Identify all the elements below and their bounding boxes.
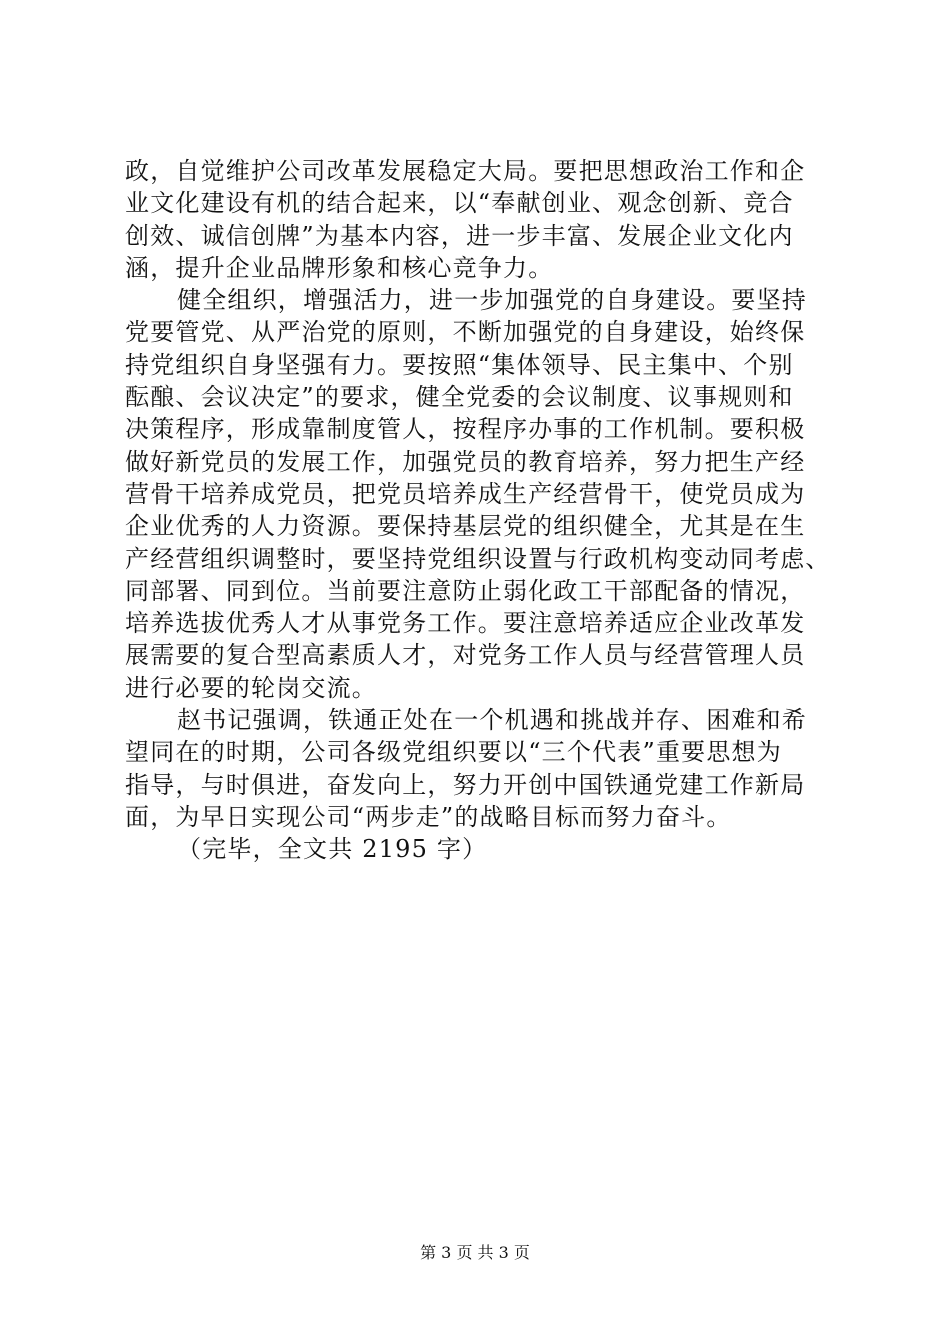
closing-note: （完毕，全文共 2195 字） xyxy=(177,835,488,864)
text-line: 指导，与时俱进，奋发向上，努力开创中国铁通党建工作新局 xyxy=(125,770,806,799)
text-line: 业文化建设有机的结合起来，以“奉献创业、观念创新、竞合 xyxy=(125,189,794,218)
text-line: 决策程序，形成靠制度管人，按程序办事的工作机制。要积极 xyxy=(125,415,806,444)
text-line: 培养选拔优秀人才从事党务工作。要注意培养适应企业改革发 xyxy=(125,609,806,638)
text-line: 创效、诚信创牌”为基本内容，进一步丰富、发展企业文化内 xyxy=(125,221,794,250)
text-line: 持党组织自身坚强有力。要按照“集体领导、民主集中、个别 xyxy=(125,350,794,379)
text-line: 党要管党、从严治党的原则，不断加强党的自身建设，始终保 xyxy=(125,318,806,347)
text-line: 进行必要的轮岗交流。 xyxy=(125,673,377,702)
text-line: 展需要的复合型高素质人才，对党务工作人员与经营管理人员 xyxy=(125,641,806,670)
text-line: 企业优秀的人力资源。要保持基层党的组织健全，尤其是在生 xyxy=(125,512,806,541)
text-line: 政，自觉维护公司改革发展稳定大局。要把思想政治工作和企 xyxy=(125,157,806,185)
text-line: 赵书记强调，铁通正处在一个机遇和挑战并存、困难和希 xyxy=(177,706,807,735)
text-line: 望同在的时期，公司各级党组织要以“三个代表”重要思想为 xyxy=(125,738,782,767)
text-line: 产经营组织调整时，要坚持党组织设置与行政机构变动同考虑、 xyxy=(125,544,831,573)
document-body xyxy=(125,155,850,866)
text-line: 健全组织，增强活力，进一步加强党的自身建设。要坚持 xyxy=(177,286,807,315)
text-line: 同部署、同到位。当前要注意防止弱化政工干部配备的情况， xyxy=(125,576,806,605)
text-line: 营骨干培养成党员，把党员培养成生产经营骨干，使党员成为 xyxy=(125,479,806,508)
text-line: 酝酿、会议决定”的要求，健全党委的会议制度、议事规则和 xyxy=(125,383,794,412)
text-line: 做好新党员的发展工作，加强党员的教育培养，努力把生产经 xyxy=(125,447,806,476)
text-line: 涵，提升企业品牌形象和核心竞争力。 xyxy=(125,253,554,282)
page-number-footer: 第 3 页 共 3 页 xyxy=(420,1243,530,1262)
text-line: 面，为早日实现公司“两步走”的战略目标而努力奋斗。 xyxy=(125,802,732,831)
